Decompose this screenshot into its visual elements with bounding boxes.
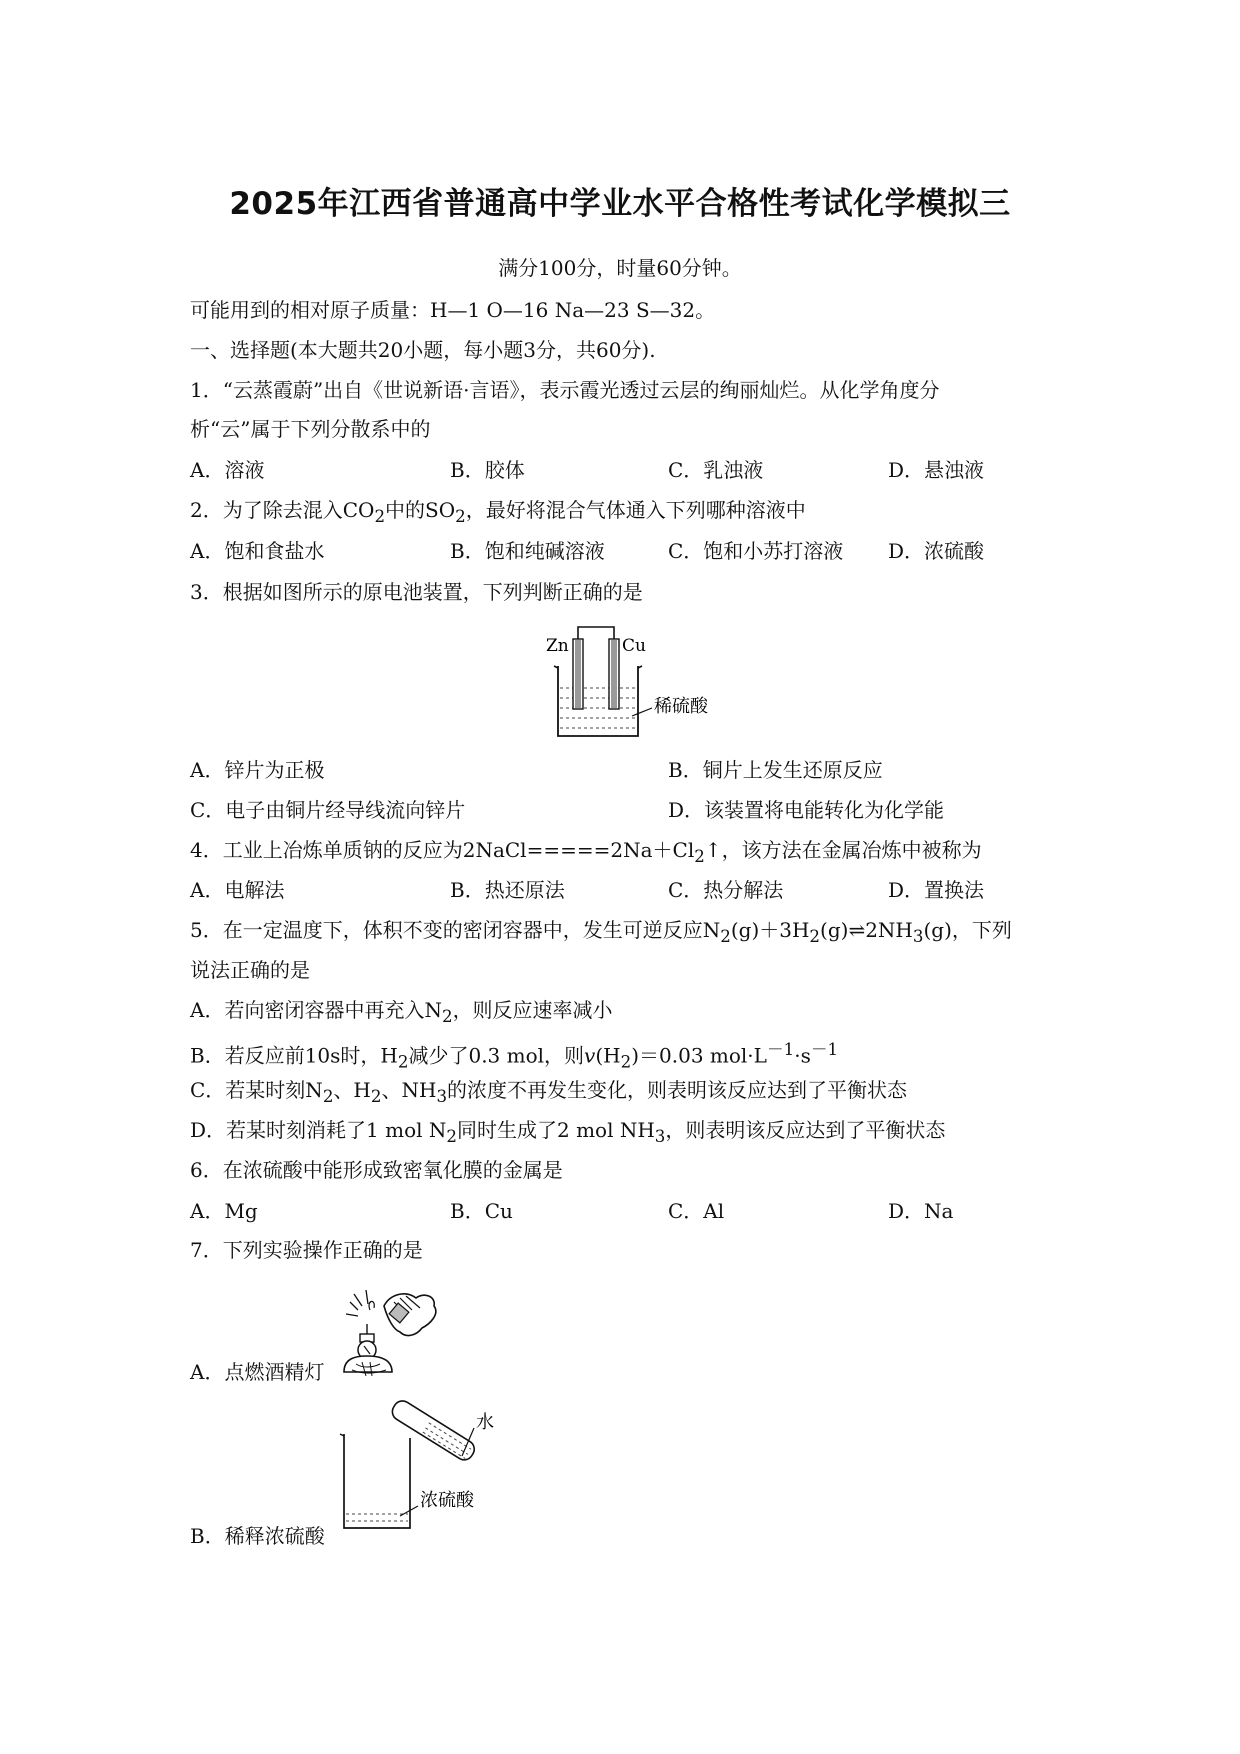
q1-option-a: A．溶液: [190, 458, 265, 482]
q7-option-a: A．点燃酒精灯: [190, 1360, 325, 1384]
q4-option-c: C．热分解法: [668, 878, 784, 902]
q1-option-b: B．胶体: [450, 458, 525, 482]
beaker: [558, 666, 638, 736]
q1-option-d: D．悬浊液: [888, 458, 985, 482]
q6-option-d: D．Na: [888, 1199, 954, 1223]
q3-option-b: B．铜片上发生还原反应: [668, 758, 883, 782]
q4-stem: 4．工业上冶炼单质钠的反应为$2NaCl=====2Na+Cl_2↑$，该方法在金属冶炼中被称为: [190, 838, 982, 866]
section-heading: 一、选择题(本大题共20小题，每小题3分，共60分).: [190, 338, 656, 362]
cu-label: Cu: [622, 636, 646, 656]
q5-option-a: A．若向密闭容器中再充入$N_2$，则反应速率减小: [190, 998, 613, 1026]
q3-option-d: D．该装置将电能转化为化学能: [668, 798, 945, 822]
q6-option-a: A．Mg: [190, 1199, 258, 1223]
galvanic-cell-figure: [540, 622, 730, 742]
q2-option-a: A．饱和食盐水: [190, 539, 325, 563]
atomic-masses: 可能用到的相对原子质量：H—1 O—16 Na—23 S—32。: [190, 298, 716, 322]
lamp-body: [344, 1356, 392, 1372]
q1-option-c: C．乳浊液: [668, 458, 764, 482]
q2-option-c: C．饱和小苏打溶液: [668, 539, 844, 563]
dilution-figure: [336, 1392, 526, 1534]
q7-option-b: B．稀释浓硫酸: [190, 1524, 325, 1548]
q5-option-b: B．若反应前10s时，$H_2$减少了0.3 mol，则$v(H_2)=0.03$ $mol\cdot L^{-1}\cdot s^{-1}$: [190, 1040, 839, 1072]
q2-stem: 2．为了除去混入$CO_2$中的$SO_2$，最好将混合气体通入下列哪种溶液中: [190, 498, 806, 526]
q3-option-c: C．电子由铜片经导线流向锌片: [190, 798, 466, 822]
wire: [578, 627, 614, 639]
q3-stem: 3．根据如图所示的原电池装置，下列判断正确的是: [190, 580, 643, 604]
exam-subtitle: 满分100分，时量60分钟。: [498, 256, 742, 280]
q5-option-c: C．若某时刻$N_2$、$H_2$、$NH_3$的浓度不再发生变化，则表明该反应达到了平衡状态: [190, 1078, 908, 1106]
q5-option-d: D．若某时刻消耗了1 mol $N_2$同时生成了2 mol $NH_3$，则表明该反应达到了平衡状态: [190, 1118, 946, 1146]
q2-option-b: B．饱和纯碱溶液: [450, 539, 605, 563]
page-title: 2025年江西省普通高中学业水平合格性考试化学模拟三: [229, 186, 1011, 222]
q5-stem-line2: 说法正确的是: [190, 958, 310, 982]
q1-stem-line2: 析“云”属于下列分散系中的: [190, 417, 431, 441]
acid-label: 浓硫酸: [420, 1490, 474, 1511]
q3-option-a: A．锌片为正极: [190, 758, 325, 782]
q1-stem-line1: 1．“云蒸霞蔚”出自《世说新语·言语》，表示霞光透过云层的绚丽灿烂。从化学角度分: [190, 378, 940, 402]
q6-option-b: B．Cu: [450, 1199, 513, 1223]
q2-option-d: D．浓硫酸: [888, 539, 985, 563]
q7-stem: 7．下列实验操作正确的是: [190, 1238, 423, 1262]
solution-label: 稀硫酸: [654, 696, 708, 717]
q6-option-c: C．Al: [668, 1199, 725, 1223]
water-label: 水: [476, 1412, 494, 1433]
zn-label: Zn: [546, 636, 569, 656]
q5-stem-line1: 5．在一定温度下，体积不变的密闭容器中，发生可逆反应$N_2(g)+3H_2(g)\rightleftharpoons 2NH_3(g)$，下列: [190, 918, 1012, 946]
q4-option-a: A．电解法: [190, 878, 285, 902]
q4-option-d: D．置换法: [888, 878, 985, 902]
solution: [560, 688, 636, 728]
q4-option-b: B．热还原法: [450, 878, 565, 902]
q6-stem: 6．在浓硫酸中能形成致密氧化膜的金属是: [190, 1158, 563, 1182]
alcohol-lamp-figure: [336, 1280, 446, 1388]
